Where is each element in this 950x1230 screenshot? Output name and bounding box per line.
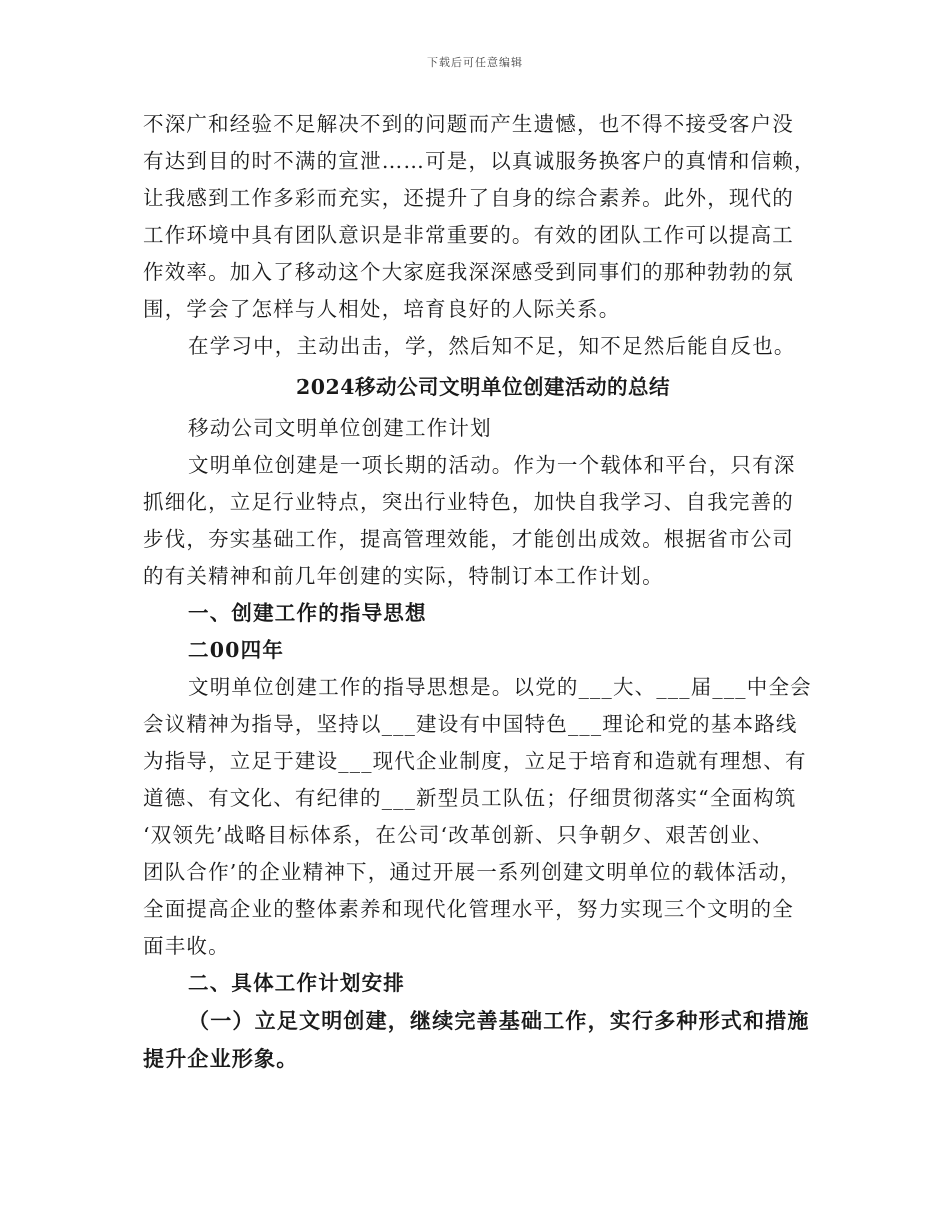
paragraph-line: 文明单位创建工作的指导思想是。以党的___大、___届___中全会 (188, 675, 812, 699)
section-title: 2024移动公司文明单位创建活动的总结 (295, 375, 671, 399)
document-body (143, 106, 823, 1078)
paragraph-line: 会议精神为指导，坚持以___建设有中国特色___理论和党的基本路线 (143, 712, 798, 736)
paragraph-line: 道德、有文化、有纪律的___新型员工队伍；仔细贯彻落实“全面构筑 (143, 786, 797, 810)
subtitle-line: 移动公司文明单位创建工作计划 (188, 416, 492, 440)
paragraph-line: 团队合作’的企业精神下，通过开展一系列创建文明单位的载体活动， (143, 860, 802, 884)
paragraph-line: 文明单位创建是一项长期的活动。作为一个载体和平台，只有深 (188, 453, 796, 477)
paragraph-line: 在学习中，主动出击，学，然后知不足，知不足然后能自反也。 (188, 334, 796, 358)
subheading-line: （一）立足文明创建，继续完善基础工作，实行多种形式和措施 (188, 1008, 810, 1033)
paragraph-line: 有达到目的时不满的宣泄……可是，以真诚服务换客户的真情和信赖， (143, 149, 816, 173)
subheading-line: 提升企业形象。 (143, 1046, 299, 1071)
paragraph-line: 的有关精神和前几年创建的实际，特制订本工作计划。 (143, 564, 664, 588)
paragraph-line: 步伐，夯实基础工作，提高管理效能，才能创出成效。根据省市公司 (143, 527, 794, 551)
heading-guiding-thought: 一、创建工作的指导思想 (188, 601, 427, 625)
paragraph-line: 为指导，立足于建设___现代企业制度，立足于培育和造就有理想、有 (143, 749, 807, 773)
paragraph-line: 让我感到工作多彩而充实，还提升了自身的综合素养。此外，现代的 (143, 186, 794, 210)
paragraph-line: 抓细化，立足行业特点，突出行业特色，加快自我学习、自我完善的 (143, 490, 794, 514)
paragraph-line: 工作环境中具有团队意识是非常重要的。有效的团队工作可以提高工 (143, 223, 794, 247)
paragraph-line: 面丰收。 (143, 934, 230, 958)
paragraph-line: 全面提高企业的整体素养和现代化管理水平，努力实现三个文明的全 (143, 897, 794, 921)
heading-year: 二00四年 (188, 638, 285, 662)
paragraph-line: ‘双领先’战略目标体系，在公司‘改革创新、只争朝夕、艰苦创业、 (143, 823, 774, 847)
paragraph-line: 作效率。加入了移动这个大家庭我深深感受到同事们的那种勃勃的氛 (143, 260, 794, 284)
paragraph-line: 不深广和经验不足解决不到的问题而产生遗憾，也不得不接受客户没 (143, 112, 794, 136)
page-header-note: 下载后可任意编辑 (427, 56, 523, 69)
heading-work-plan: 二、具体工作计划安排 (188, 971, 405, 995)
paragraph-line: 围，学会了怎样与人相处，培育良好的人际关系。 (143, 297, 621, 321)
